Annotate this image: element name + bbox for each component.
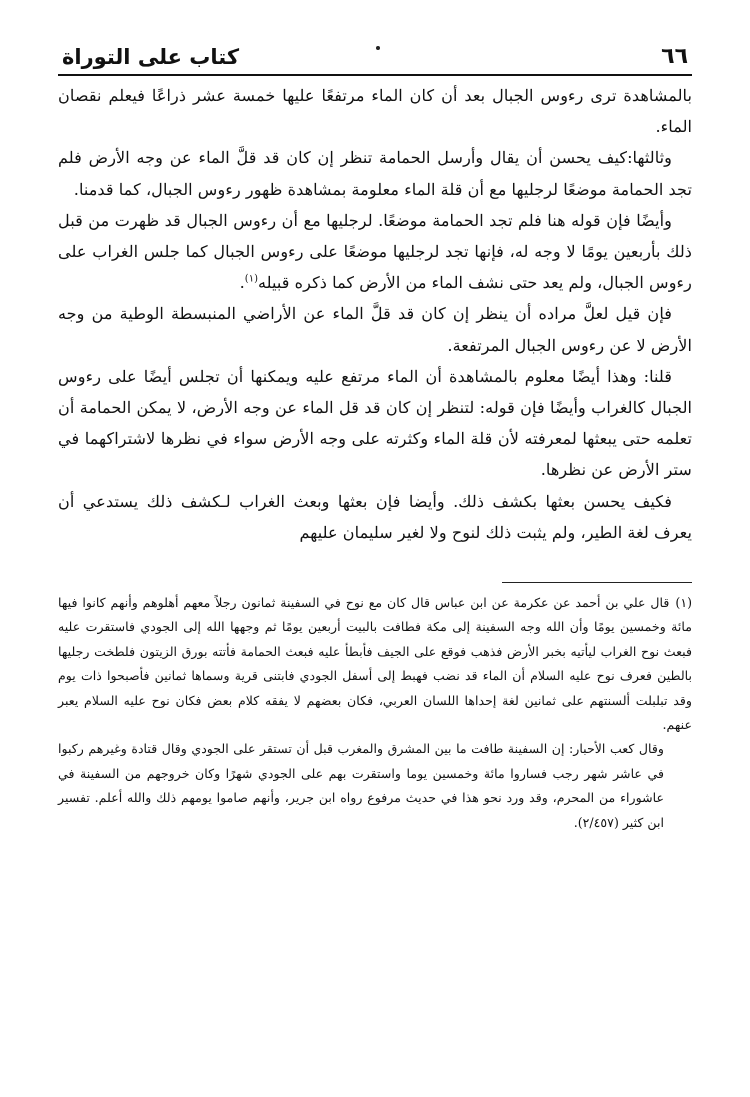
footnote-separator: [502, 582, 692, 583]
page-header: [58, 28, 692, 72]
paragraph-end-punct: .: [239, 273, 245, 293]
paragraph-text: بالمشاهدة ترى رءوس الجبال بعد أن كان الماء مرتفعًا عليها خمسة عشر ذراعًا فيعلم نقصان الماء.: [58, 86, 692, 137]
footnote-1: [58, 591, 692, 737]
footnotes: [58, 591, 692, 835]
footnote-marker: (١): [675, 595, 692, 611]
footnote-text: قال علي بن أحمد عن عكرمة عن ابن عباس قال كان مع نوح في السفينة ثمانون رجلاً معهم أهلوهم وأنهم كانوا فيها مائة وخمسين يومًا وأن الله وجه السفينة إلى مكة فطافت بالبيت أربعين يومًا ثم وجهها الله إلى الجودي فاستقرت عليه فبعث نوح الغراب ليأتيه بخبر الأرض فذهب فوقع على الجيف فأبطأ عليه فبعث الحمامة فأتته بورق الزيتون فلطخت رجليها بالطين فعرف نوح عليه السلام أن الماء قد نضب فهبط إلى أسفل الجودي فابتنى قرية وسماها ثمانين فأصبحوا ذات يوم وقد تبلبلت ألسنتهم على ثمانين لغة إحداها اللسان العربي، فكان بعضهم لا يفقه كلام بعض فكان نوح عليه السلام يعبر عنهم.: [58, 595, 692, 733]
paragraph-5: [58, 361, 692, 486]
paragraph-6: [58, 486, 692, 548]
paragraph-text: وأيضًا فإن قوله هنا فلم تجد الحمامة موضعًا. لرجليها مع أن رءوس الجبال قد ظهرت من قبل ذلك بأربعين يومًا لا وجه له، فإنها تجد لرجليها موضعًا على رءوس الجبال كما جلس الغراب على رءوس الجبال، ولم يعد حتى نشف الماء من الأرض كما ذكره قبيله: [58, 210, 692, 293]
paragraph-4: [58, 298, 692, 360]
paragraph-text: وثالثها:كيف يحسن أن يقال وأرسل الحمامة تنظر إن كان قد قلَّ الماء عن وجه الأرض فلم تجد الحمامة موضعًا لرجليها مع أن قلة الماء معلومة بمشاهدة ظهور رءوس الجبال، كما قدمنا.: [58, 148, 692, 199]
book-page: [58, 28, 692, 1068]
paragraph-2: [58, 142, 692, 204]
paragraph-3: [58, 205, 692, 299]
main-text: [58, 80, 692, 548]
footnote-text: وقال كعب الأحبار: إن السفينة طافت ما بين المشرق والمغرب قبل أن تستقر على الجودي وقال قتادة وغيرهم ركبوا في عاشر شهر رجب فساروا مائة وخمسين يوما واستقرت بهم على الجودي شهرًا وكان خروجهم من السفينة في عاشوراء من المحرم، وقد ورد نحو هذا في حديث مرفوع رواه ابن جرير، وأنهم صاموا يومهم ذلك والله أعلم. تفسير ابن كثير (٢/٤٥٧).: [58, 741, 664, 830]
paragraph-1: [58, 80, 692, 142]
footnote-1-continued: [58, 737, 692, 835]
header-rule: [58, 74, 692, 76]
footnote-reference[interactable]: (١): [244, 273, 258, 285]
footnote-separator-wrap: [58, 548, 692, 583]
page-number: ٦٦: [661, 44, 688, 69]
header-dot: [376, 46, 380, 50]
paragraph-text: فكيف يحسن بعثها بكشف ذلك. وأيضا فإن بعثها وبعث الغراب لـكشف ذلك يستدعي أن يعرف لغة الطير، ولم يثبت ذلك لنوح ولا لغير سليمان عليهم: [58, 491, 692, 542]
book-title: كتاب على التوراة: [62, 45, 240, 69]
paragraph-text: فإن قيل لعلَّ مراده أن ينظر إن كان قد قلَّ الماء عن الأراضي المنبسطة الوطية من وجه الأرض لا عن رءوس الجبال المرتفعة.: [58, 304, 692, 355]
paragraph-text: قلنا: وهذا أيضًا معلوم بالمشاهدة أن الماء مرتفع عليه ويمكنها أن تجلس أيضًا على رءوس الجبال كالغراب وأيضًا فإن قوله: لتنظر إن كان قد قل الماء عن وجه الأرض، لا يمكن الحمامة أن تعلمه حتى يبعثها لمعرفته لأن قلة الماء وكثرته على وجه الأرض سواء في نظرها لاشتراكهما في ستر الأرض عن نظرها.: [58, 366, 692, 480]
